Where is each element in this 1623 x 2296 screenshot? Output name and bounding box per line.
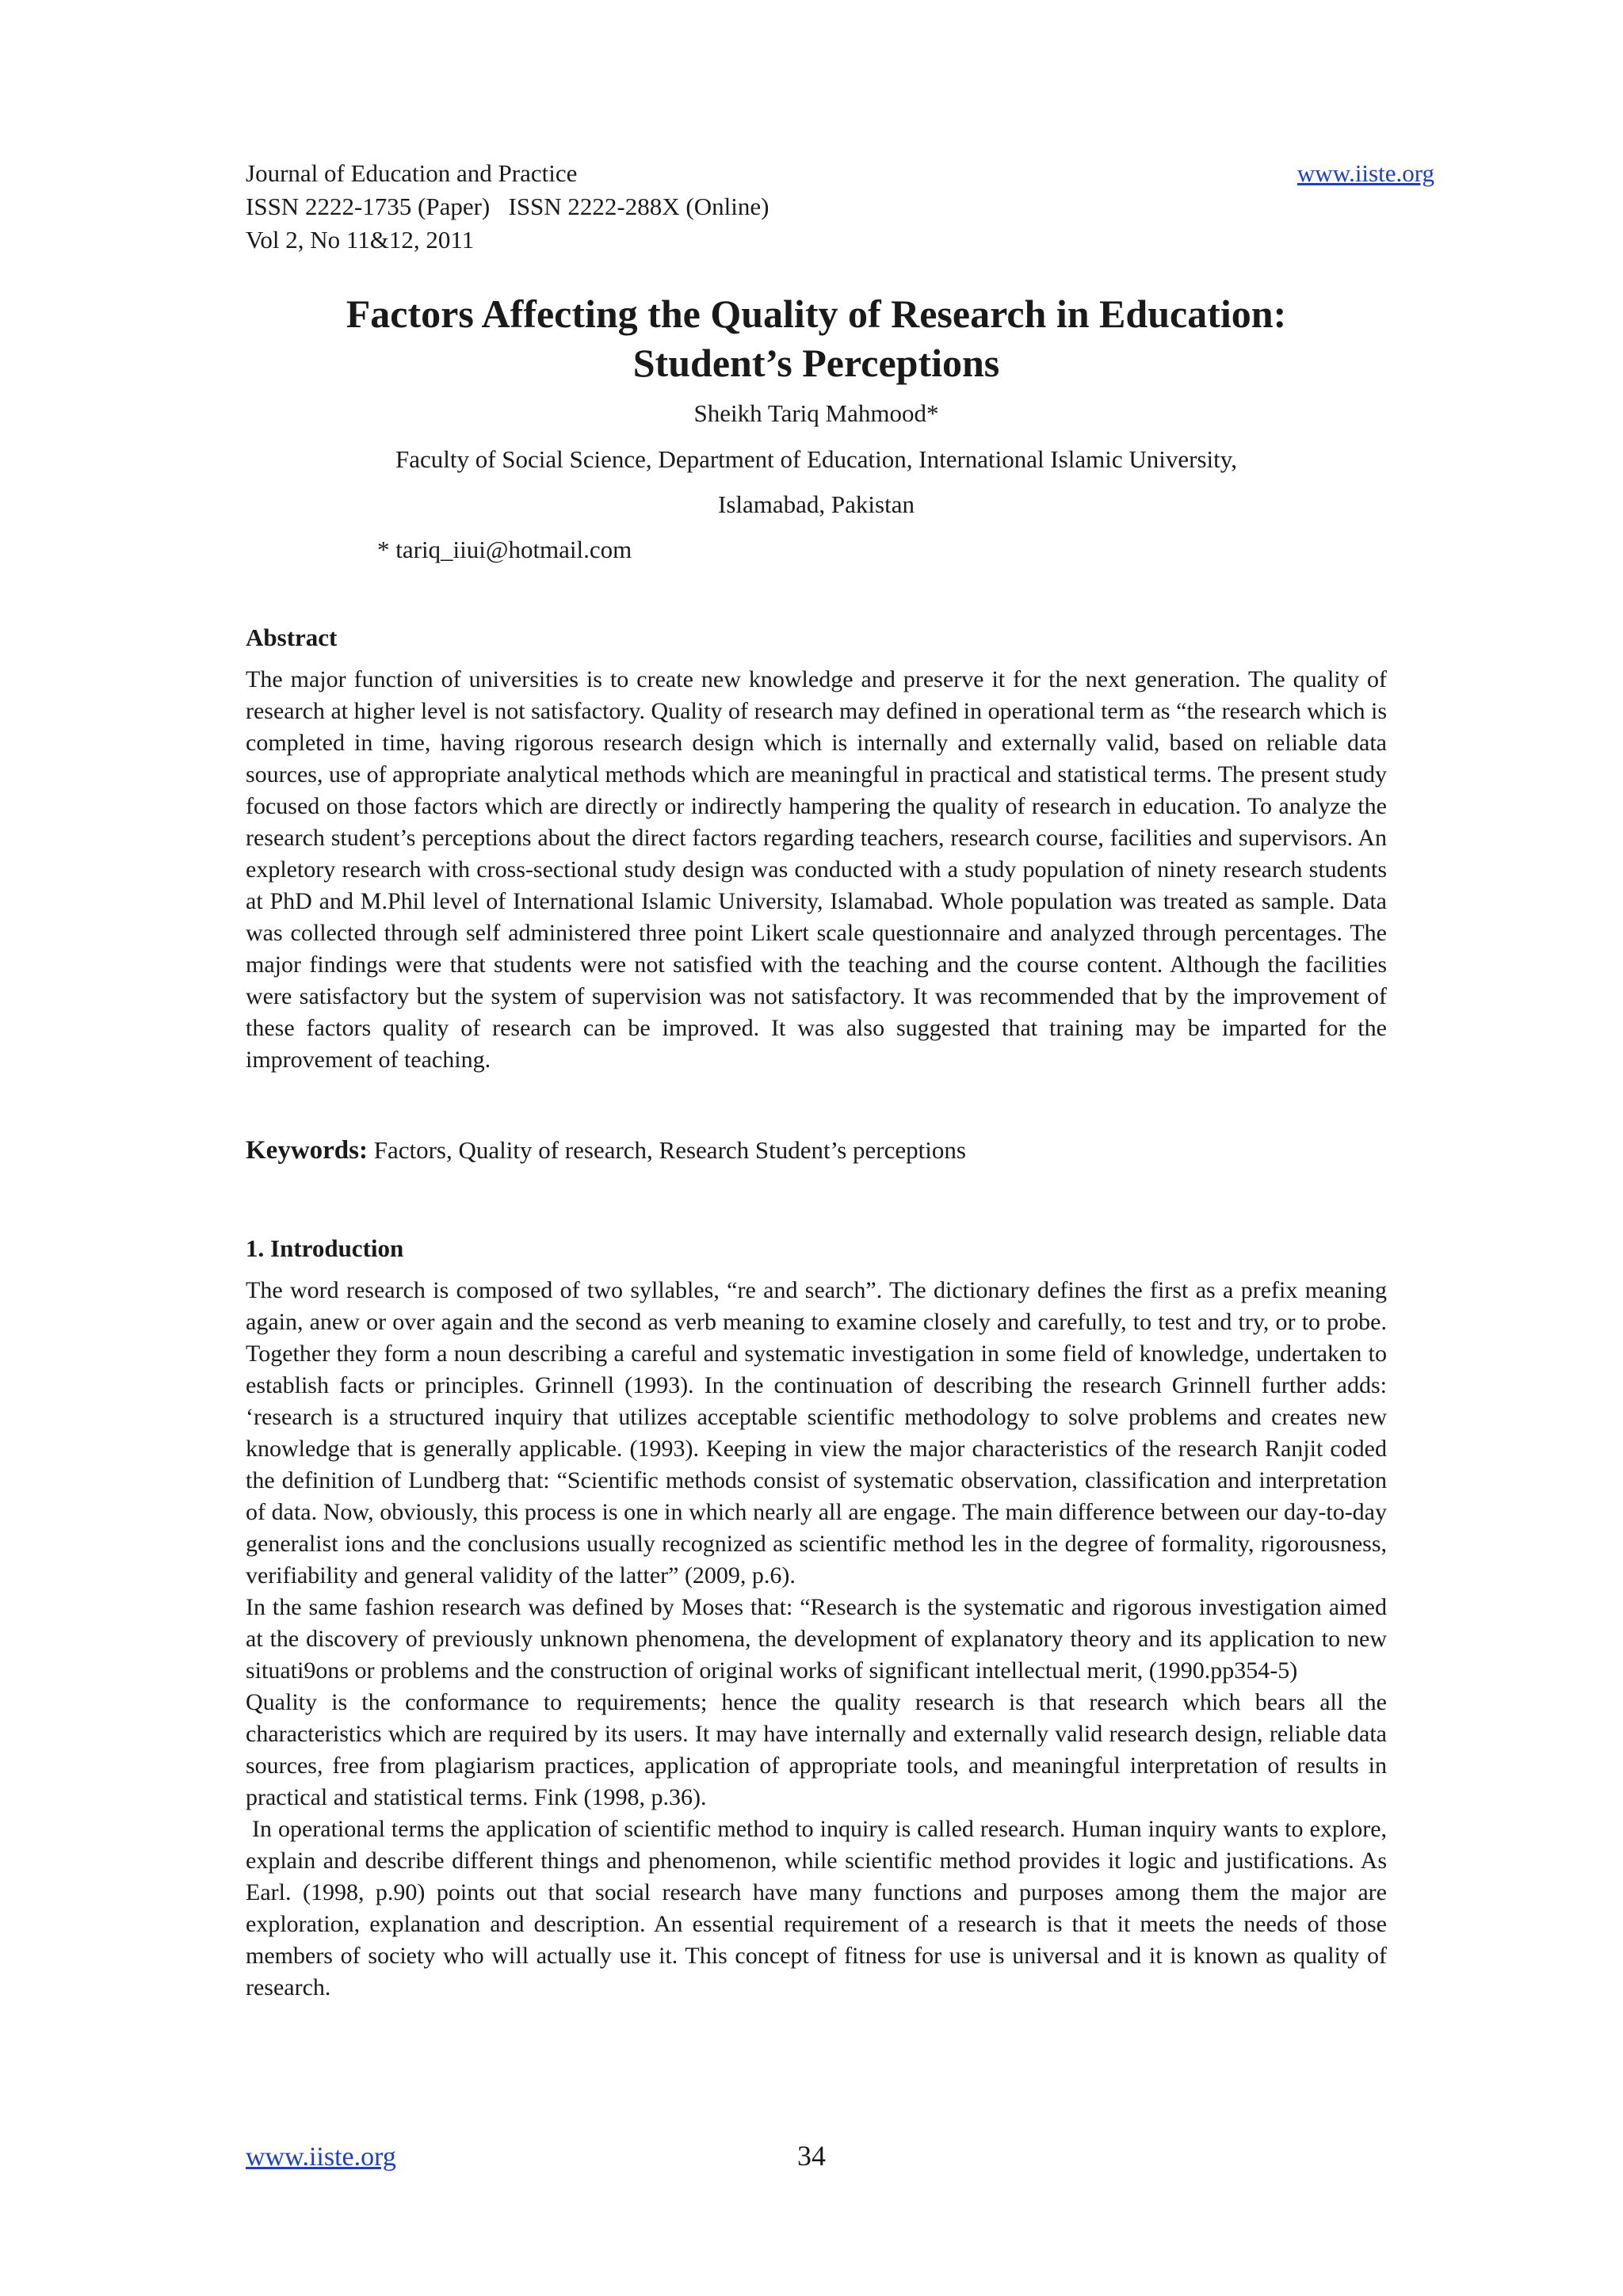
- title-line-2: Student’s Perceptions: [632, 341, 1000, 385]
- introduction-heading: 1. Introduction: [246, 1234, 404, 1262]
- title-line-1: Factors Affecting the Quality of Research in Education:: [346, 292, 1287, 336]
- keywords-label: Keywords:: [246, 1136, 368, 1165]
- abstract-heading: Abstract: [246, 624, 338, 651]
- journal-name: Journal of Education and Practice: [246, 159, 578, 187]
- intro-paragraph-4: In operational terms the application of scientific method to inquiry is called research. Human inquiry wants to explore, explain and describe different things and phenomenon, while scientific method provides it logic and justifications. As Earl. (1998, p.90) points out that social research have many functions and purposes among them the major are exploration, explanation and description. An essential requirement of a research is that it meets the needs of those members of society who will actually use it. This concept of fitness for use is universal and it is known as quality of research.: [246, 1816, 1399, 2000]
- introduction-body: [246, 1275, 1399, 2004]
- keywords-text: Factors, Quality of research, Research Student’s perceptions: [367, 1136, 966, 1164]
- page-number: 34: [797, 2140, 826, 2172]
- journal-issn: ISSN 2222-1735 (Paper) ISSN 2222-288X (Online): [246, 193, 769, 220]
- author-affiliation-1: Faculty of Social Science, Department of Education, International Islamic University,: [395, 445, 1237, 473]
- intro-paragraph-3: Quality is the conformance to requirements; hence the quality research is that research which bears all the characteristics which are required by its users. It may have internally and externally valid research design, reliable data sources, free from plagiarism practices, application of appropriate tools, and meaningful interpretation of results in practical and statistical terms. Fink (1998, p.36).: [246, 1689, 1387, 1810]
- keywords-line: [246, 1135, 1387, 1166]
- abstract-text: The major function of universities is to create new knowledge and preserve it for the next generation. The quality of research at higher level is not satisfactory. Quality of research may defined in operational term as “the research which is completed in time, having rigorous research design which is internally and externally valid, based on reliable data sources, use of appropriate analytical methods which are meaningful in practical and statistical terms. The present study focused on those factors which are directly or indirectly hampering the quality of research in education. To analyze the research student’s perceptions about the direct factors regarding teachers, research course, facilities and supervisors. An expletory research with cross-sectional study design was conducted with a study population of ninety research students at PhD and M.Phil level of International Islamic University, Islamabad. Whole population was treated as sample. Data was collected through self administered three point Likert scale questionnaire and analyzed through percentages. The major findings were that students were not satisfied with the teaching and the course content. Although the facilities were satisfactory but the system of supervision was not satisfactory. It was recommended that by the improvement of these factors quality of research can be improved. It was also suggested that training may be imparted for the improvement of teaching.: [246, 666, 1387, 1073]
- journal-header: [246, 157, 1434, 257]
- author-name: Sheikh Tariq Mahmood*: [693, 399, 939, 427]
- intro-paragraph-2: In the same fashion research was defined by Moses that: “Research is the systematic and rigorous investigation aimed at the discovery of previously unknown phenomena, the development of explanatory theory and its application to new situati9ons or problems and the construction of original works of significant intellectual merit, (1990.pp354-5): [246, 1594, 1387, 1684]
- author-affiliation-2: Islamabad, Pakistan: [718, 490, 915, 518]
- journal-volume: Vol 2, No 11&12, 2011: [246, 226, 475, 254]
- intro-paragraph-1: The word research is composed of two syllables, “re and search”. The dictionary defines the first as a prefix meaning again, anew or over again and the second as verb meaning to examine closely and carefully, to test and try, or to probe. Together they form a noun describing a careful and systematic investigation in some field of knowledge, undertaken to establish facts or principles. Grinnell (1993). In the continuation of describing the research Grinnell further adds: ‘research is a structured inquiry that utilizes acceptable scientific methodology to solve problems and creates new knowledge that is generally applicable. (1993). Keeping in view the major characteristics of the research Ranjit coded the definition of Lundberg that: “Scientific methods consist of systematic observation, classification and interpretation of data. Now, obviously, this process is one in which nearly all are engage. The main difference between our day-to-day generalist ions and the conclusions usually recognized as scientific method les in the degree of formality, rigorousness, verifiability and general validity of the latter” (2009, p.6).: [246, 1277, 1387, 1589]
- footer-site-link[interactable]: www.iiste.org: [246, 2142, 396, 2172]
- header-site-link[interactable]: www.iiste.org: [1296, 159, 1434, 187]
- author-email: * tariq_iiui@hotmail.com: [377, 536, 632, 563]
- paper-title: [246, 289, 1387, 387]
